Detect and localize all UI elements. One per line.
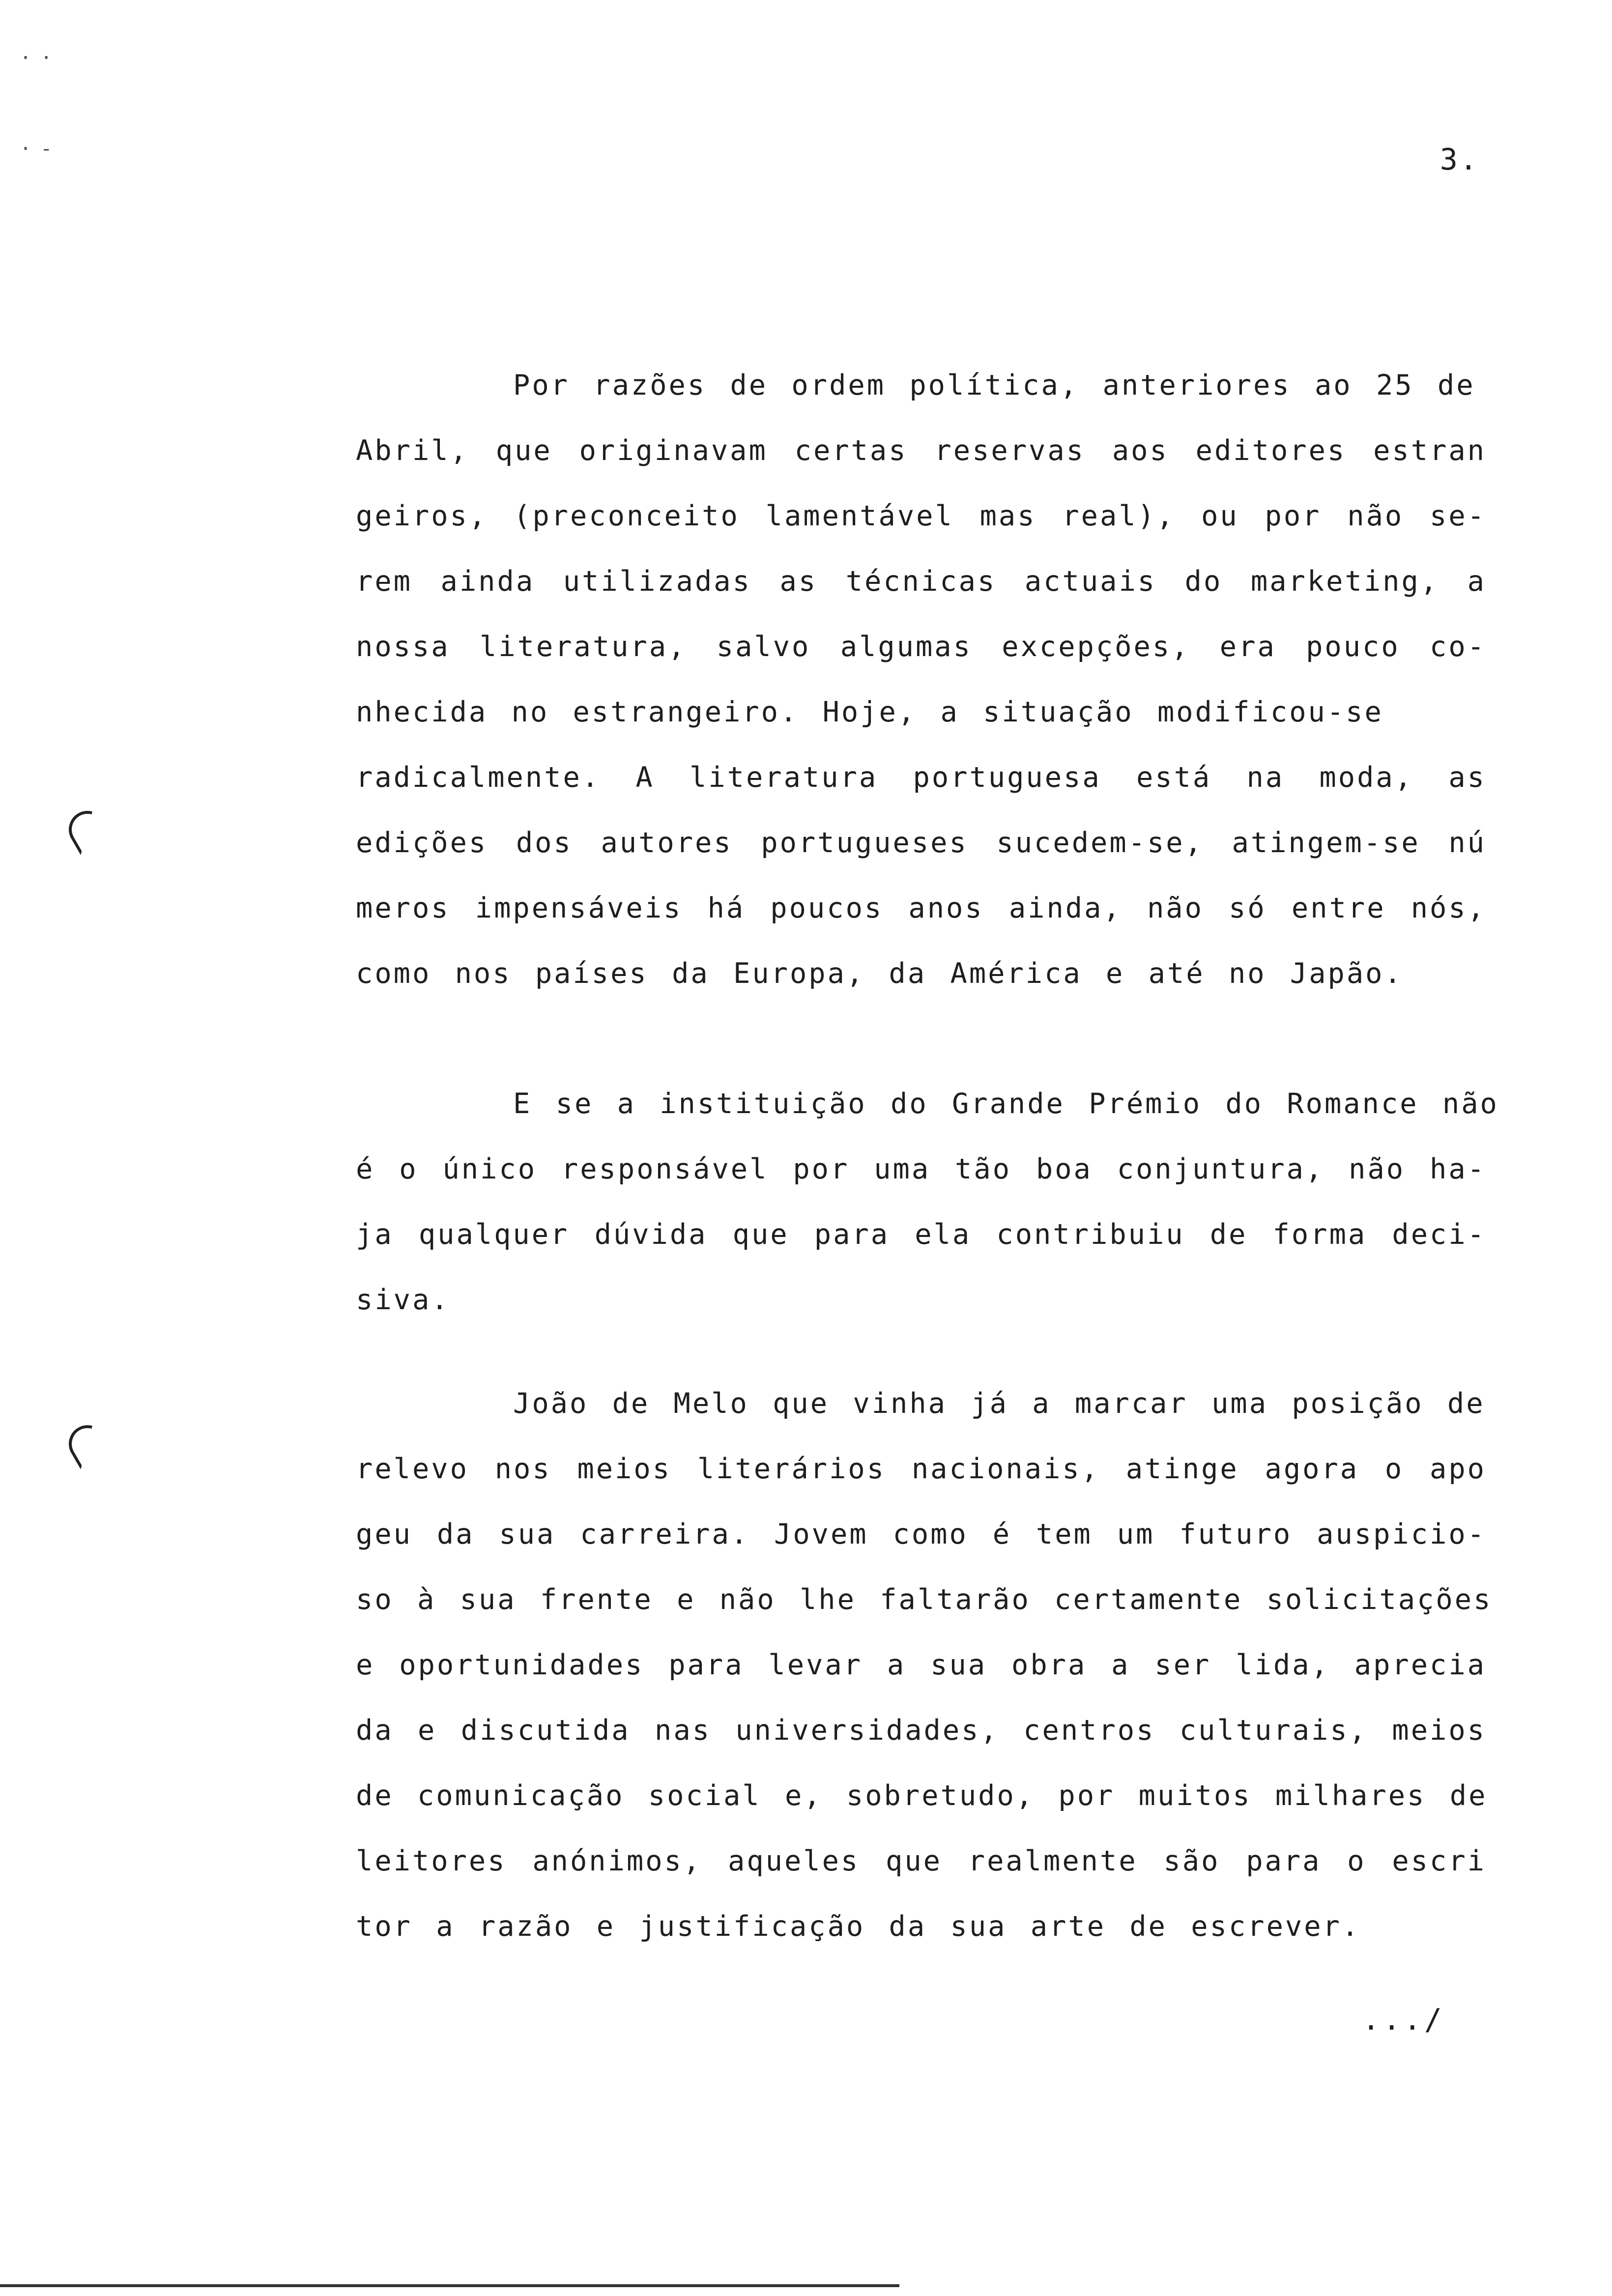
- text-line: João de Melo que vinha já a marcar uma posição de: [513, 1387, 1485, 1420]
- paragraph-2: [356, 1071, 1499, 1333]
- text-line: nossa literatura, salvo algumas excepções, era pouco co-: [356, 631, 1486, 663]
- scan-edge-line: [0, 2284, 899, 2287]
- text-line: rem ainda utilizadas as técnicas actuais do marketing, a: [356, 565, 1486, 598]
- scan-speck: ·-: [20, 138, 61, 160]
- text-line: tor a razão e justificação da sua arte de escrever.: [356, 1910, 1361, 1943]
- text-line: como nos países da Europa, da América e até no Japão.: [356, 957, 1403, 990]
- binder-hole-mark: [62, 1418, 113, 1469]
- text-line: de comunicação social e, sobretudo, por muitos milhares de: [356, 1779, 1488, 1812]
- text-line: da e discutida nas universidades, centros culturais, meios: [356, 1714, 1486, 1747]
- text-line: nhecida no estrangeiro. Hoje, a situação modificou-se: [356, 696, 1383, 728]
- text-line: meros impensáveis há poucos anos ainda, não só entre nós,: [356, 892, 1486, 924]
- text-line: e oportunidades para levar a sua obra a ser lida, aprecia: [356, 1649, 1486, 1681]
- paragraph-3: [356, 1371, 1493, 1959]
- page-number: 3.: [1439, 143, 1479, 177]
- text-line: Abril, que originavam certas reservas aos editores estran: [356, 434, 1486, 467]
- continuation-marker: .../: [1362, 2003, 1445, 2037]
- text-line: é o único responsável por uma tão boa conjuntura, não ha-: [356, 1153, 1486, 1185]
- text-line: ja qualquer dúvida que para ela contribuiu de forma deci-: [356, 1218, 1486, 1251]
- text-line: relevo nos meios literários nacionais, atinge agora o apo: [356, 1453, 1486, 1485]
- text-line: E se a instituição do Grande Prémio do Romance não: [513, 1088, 1499, 1120]
- paragraph-1: [356, 353, 1486, 1006]
- scan-speck: ··: [20, 47, 61, 69]
- binder-hole-mark: [62, 804, 113, 855]
- text-line: edições dos autores portugueses sucedem-se, atingem-se nú: [356, 827, 1486, 859]
- text-line: geiros, (preconceito lamentável mas real), ou por não se-: [356, 500, 1486, 532]
- text-line: leitores anónimos, aqueles que realmente são para o escri: [356, 1845, 1486, 1877]
- text-line: so à sua frente e não lhe faltarão certamente solicitações: [356, 1583, 1493, 1616]
- text-line: geu da sua carreira. Jovem como é tem um futuro auspicio-: [356, 1518, 1486, 1550]
- text-line: siva.: [356, 1284, 450, 1316]
- text-line: radicalmente. A literatura portuguesa está na moda, as: [356, 761, 1486, 794]
- text-line: Por razões de ordem política, anteriores ao 25 de: [513, 369, 1475, 402]
